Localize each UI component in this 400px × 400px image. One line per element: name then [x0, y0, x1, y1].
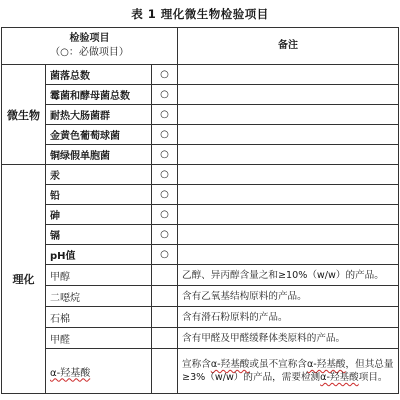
table-row: [2, 328, 399, 349]
table-row: [2, 286, 399, 307]
required-mark: ○: [152, 225, 178, 245]
table-row: [2, 125, 399, 145]
item-cell: 菌落总数: [46, 65, 152, 85]
required-mark: ○: [152, 185, 178, 205]
note-cell: [178, 225, 399, 245]
item-cell: 镉: [46, 225, 152, 245]
category-physchem: 理化: [2, 165, 46, 394]
header-item-sublabel: （○：必做项目）: [50, 47, 129, 58]
note-cell: [178, 245, 399, 265]
mark-cell: [152, 349, 178, 394]
item-cell: 耐热大肠菌群: [46, 105, 152, 125]
note-text: 项目。: [358, 372, 388, 383]
note-cell: [178, 105, 399, 125]
note-cell: 含有乙氧基结构原料的产品。: [178, 286, 399, 307]
table-row: [2, 65, 399, 85]
required-mark: ○: [152, 205, 178, 225]
table-row: [2, 349, 399, 394]
item-cell: 铅: [46, 185, 152, 205]
item-cell: 霉菌和酵母菌总数: [46, 85, 152, 105]
note-cell: 含有甲醛及甲醛缓释体类原料的产品。: [178, 328, 399, 349]
header-note-label: 备注: [178, 28, 399, 65]
item-cell: 石棉: [46, 307, 152, 328]
mark-cell: [152, 265, 178, 286]
note-text: ，但其总量≥3%（w/w）的产品，需要检测: [182, 359, 394, 383]
item-cell: 铜绿假单胞菌: [46, 145, 152, 165]
required-mark: ○: [152, 245, 178, 265]
table-row: [2, 245, 399, 265]
table-header-row: [2, 28, 399, 65]
required-mark: ○: [152, 145, 178, 165]
header-item-cell: [2, 28, 178, 65]
note-cell: [178, 349, 399, 394]
note-cell: [178, 125, 399, 145]
note-text: 宣称含: [182, 359, 211, 370]
item-cell: 甲醛: [46, 328, 152, 349]
required-mark: ○: [152, 165, 178, 185]
table-row: [2, 307, 399, 328]
item-cell: 甲醇: [46, 265, 152, 286]
item-cell: 二噁烷: [46, 286, 152, 307]
note-cell: [178, 185, 399, 205]
table-row: [2, 145, 399, 165]
note-text: 或虽不宣称含: [249, 359, 307, 370]
table-row: [2, 205, 399, 225]
mark-cell: [152, 286, 178, 307]
required-mark: ○: [152, 65, 178, 85]
note-cell: [178, 85, 399, 105]
table-row: [2, 85, 399, 105]
category-microbe: 微生物: [2, 65, 46, 165]
table-row: [2, 185, 399, 205]
required-mark: ○: [152, 85, 178, 105]
mark-cell: [152, 328, 178, 349]
required-mark: ○: [152, 125, 178, 145]
note-cell: 乙醇、异丙醇含量之和≥10%（w/w）的产品。: [178, 265, 399, 286]
table-row: [2, 265, 399, 286]
inspection-table: [1, 27, 399, 394]
item-cell: [46, 349, 152, 394]
note-term: α-羟基酸: [210, 359, 250, 370]
table-row: [2, 105, 399, 125]
table-row: [2, 165, 399, 185]
item-label: α-羟基酸: [50, 367, 91, 379]
item-cell: 金黄色葡萄球菌: [46, 125, 152, 145]
required-mark: ○: [152, 105, 178, 125]
note-cell: 含有滑石粉原料的产品。: [178, 307, 399, 328]
note-term: α-羟基酸: [306, 359, 346, 370]
note-cell: [178, 205, 399, 225]
note-term: α-羟基酸: [320, 372, 359, 383]
note-cell: [178, 165, 399, 185]
note-cell: [178, 65, 399, 85]
table-row: [2, 225, 399, 245]
note-cell: [178, 145, 399, 165]
item-cell: 砷: [46, 205, 152, 225]
table-title: 表 1 理化微生物检验项目: [131, 7, 269, 21]
mark-cell: [152, 307, 178, 328]
item-cell: 汞: [46, 165, 152, 185]
item-cell: pH值: [46, 245, 152, 265]
header-item-label: 检验项目: [69, 33, 110, 44]
